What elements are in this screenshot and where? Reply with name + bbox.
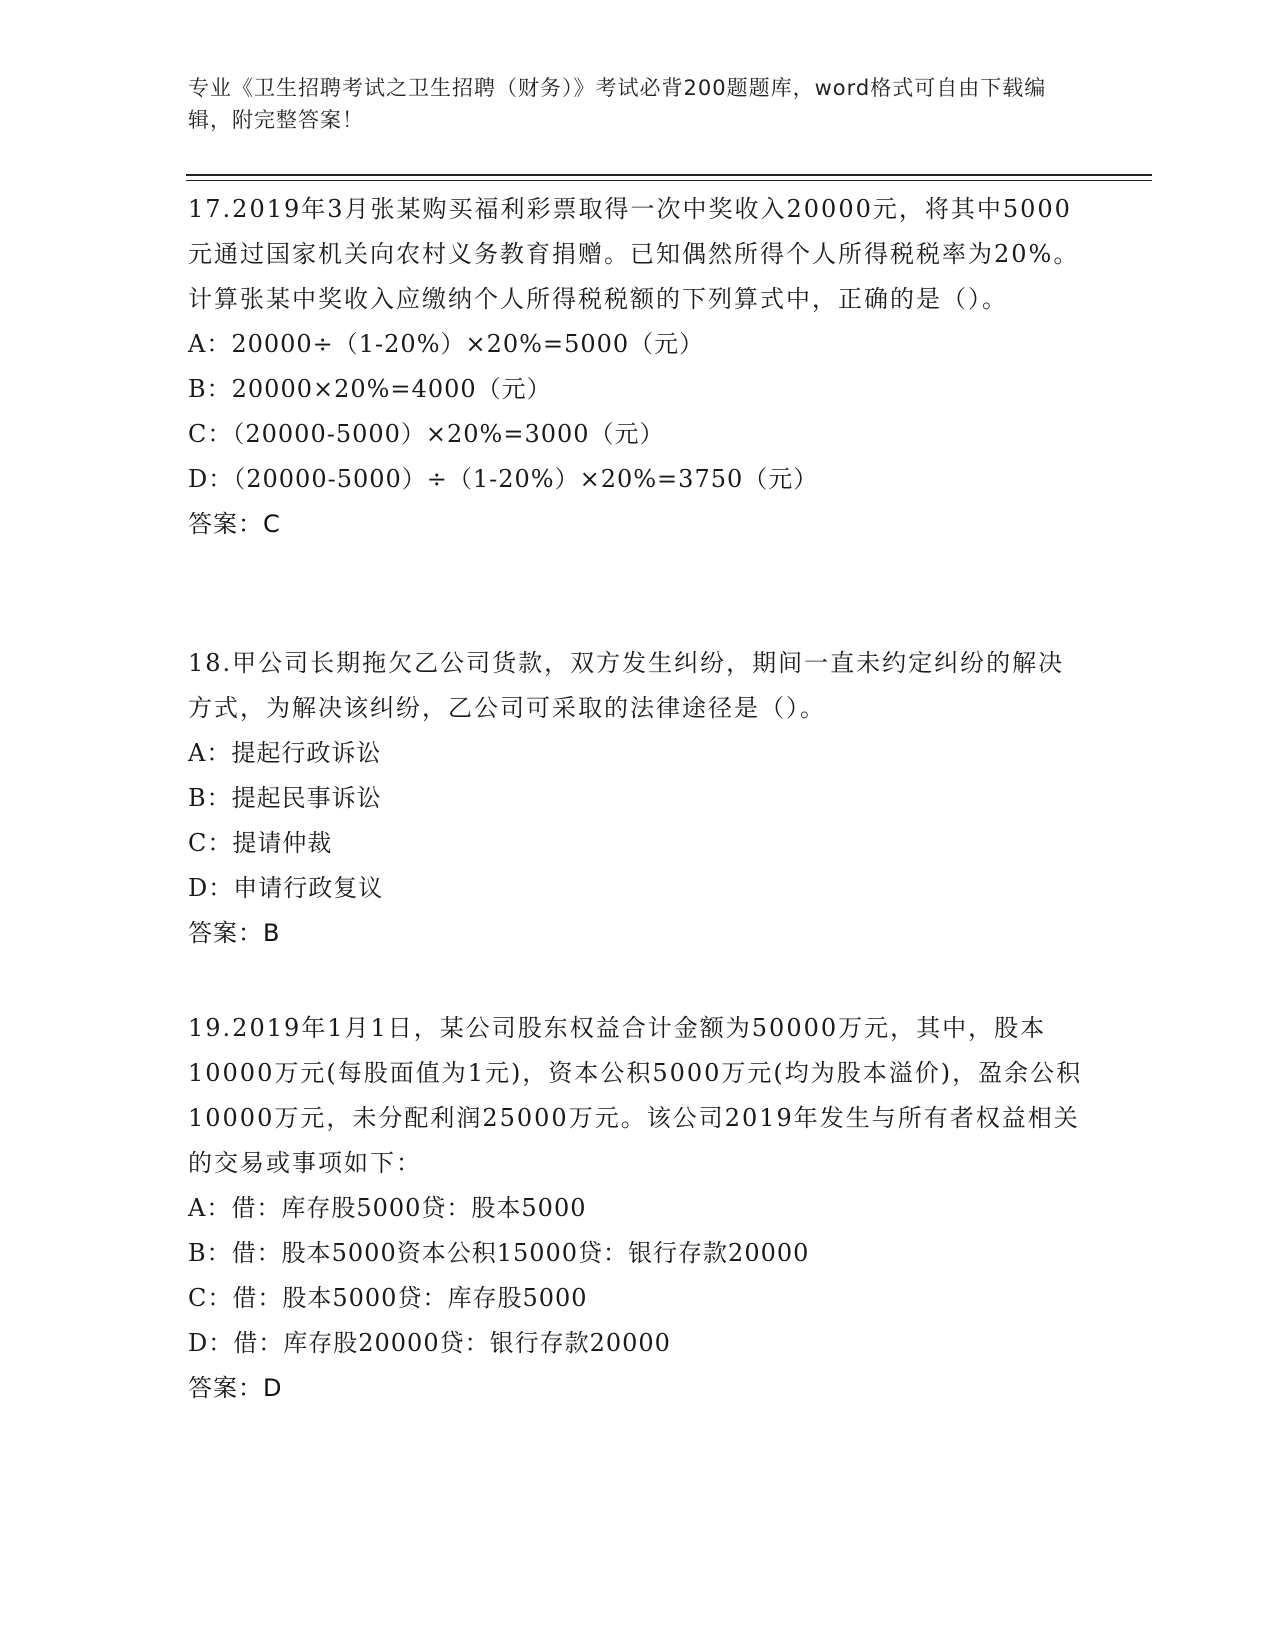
- question-19: [188, 1006, 1088, 1411]
- question-18: [188, 641, 1088, 956]
- question-stem: 17.2019年3月张某购买福利彩票取得一次中奖收入20000元，将其中5000元通过国家机关向农村义务教育捐赠。已知偶然所得个人所得税税率为20%。计算张某中奖收入应缴纳个人所得税税额的下列算式中，正确的是（）。: [188, 195, 1080, 313]
- option-d: D：借：库存股20000贷：银行存款20000: [188, 1329, 671, 1357]
- option-b: B：20000×20%=4000（元）: [188, 375, 552, 403]
- option-a: A：20000÷（1-20%）×20%=5000（元）: [188, 330, 705, 358]
- option-a: A：提起行政诉讼: [188, 739, 382, 767]
- document-header: 专业《卫生招聘考试之卫生招聘（财务）》考试必背200题题库，word格式可自由下载编辑，附完整答案！: [188, 76, 1047, 132]
- question-answer: 答案：D: [188, 1374, 283, 1402]
- option-d: D：申请行政复议: [188, 874, 384, 902]
- question-stem: 19.2019年1月1日，某公司股东权益合计金额为50000万元，其中，股本10000万元(每股面值为1元)，资本公积5000万元(均为股本溢价)，盈余公积10000万元，未分配利润25000万元。该公司2019年发生与所有者权益相关的交易或事项如下：: [188, 1014, 1083, 1177]
- question-17: [188, 187, 1088, 547]
- option-b: B：提起民事诉讼: [188, 784, 382, 812]
- option-c: C：借：股本5000贷：库存股5000: [188, 1284, 588, 1312]
- question-answer: 答案：B: [188, 919, 281, 947]
- option-c: C：（20000-5000）×20%=3000（元）: [188, 420, 665, 448]
- question-stem: 18.甲公司长期拖欠乙公司货款，双方发生纠纷，期间一直未约定纠纷的解决方式，为解决该纠纷，乙公司可采取的法律途径是（）。: [188, 649, 1065, 722]
- option-c: C：提请仲裁: [188, 829, 333, 857]
- header-divider-thin: [186, 180, 1152, 181]
- option-d: D：（20000-5000）÷（1-20%）×20%=3750（元）: [188, 465, 819, 493]
- option-b: B：借：股本5000资本公积15000贷：银行存款20000: [188, 1239, 810, 1267]
- question-answer: 答案：C: [188, 510, 281, 538]
- header-divider-thick: [186, 174, 1152, 176]
- option-a: A：借：库存股5000贷：股本5000: [188, 1194, 587, 1222]
